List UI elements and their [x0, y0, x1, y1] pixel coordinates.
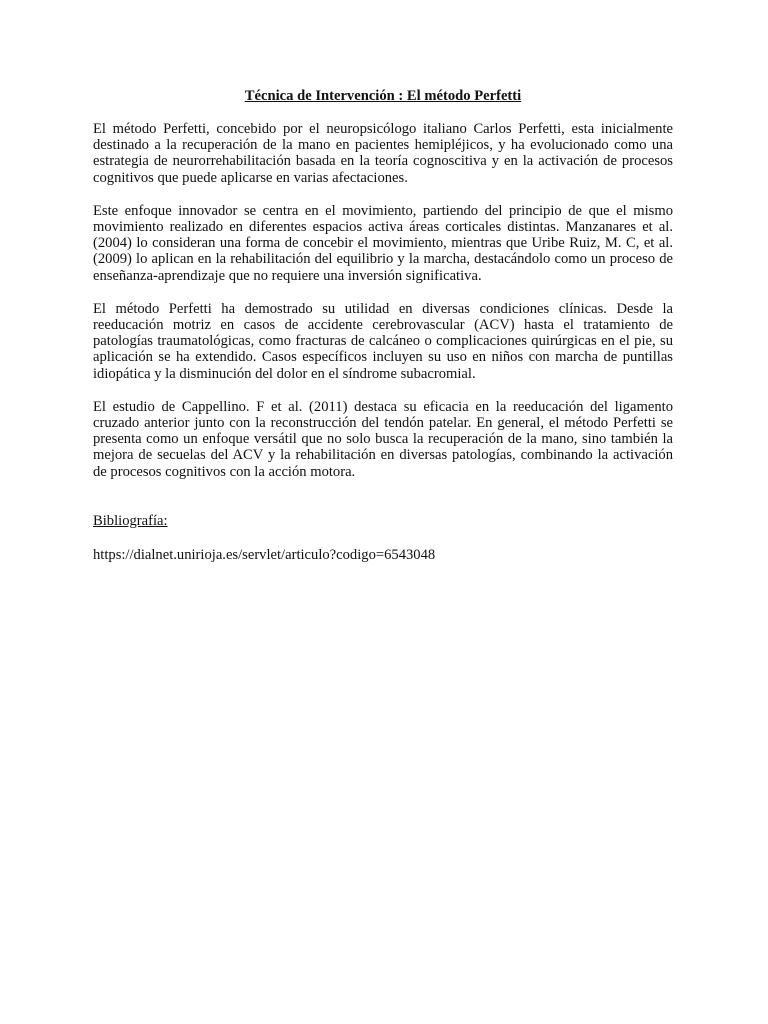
document-body [93, 88, 673, 564]
paragraph-clinical-uses: El método Perfetti ha demostrado su utilidad en diversas condiciones clínicas. Desde la reeducación motriz en casos de accidente cerebrovascular (ACV) hasta el tratamiento de patologías traumatológicas, como fracturas de calcáneo o complicaciones quirúrgicas en el pie, su aplicación se ha extendido. Casos específicos incluyen su uso en niños con marcha de puntillas idiopática y la disminución del dolor en el síndrome subacromial. [93, 300, 673, 382]
paragraph-approach: Este enfoque innovador se centra en el movimiento, partiendo del principio de que el mismo movimiento realizado en diferentes espacios activa áreas corticales distintas. Manzanares et al. (2004) lo consideran una forma de concebir el movimiento, mientras que Uribe Ruiz, M. C, et al. (2009) lo aplican en la rehabilitación del equilibrio y la marcha, destacándolo como un proceso de enseñanza-aprendizaje que no requiere una inversión significativa. [93, 202, 673, 284]
bibliography-heading: Bibliografía: [93, 512, 168, 529]
bibliography-link[interactable]: https://dialnet.unirioja.es/servlet/articulo?codigo=6543048 [93, 546, 436, 563]
document-title: Técnica de Intervención : El método Perfetti [244, 88, 522, 104]
paragraph-conclusion: El estudio de Cappellino. F et al. (2011) destaca su eficacia en la reeducación del ligamento cruzado anterior junto con la reconstrucción del tendón patelar. En general, el método Perfetti se presenta como un enfoque versátil que no solo busca la recuperación de la mano, sino también la mejora de secuelas del ACV y la rehabilitación en diversas patologías, combinando la activación de procesos cognitivos con la acción motora. [93, 398, 673, 480]
paragraph-intro: El método Perfetti, concebido por el neuropsicólogo italiano Carlos Perfetti, esta inicialmente destinado a la recuperación de la mano en pacientes hemipléjicos, y ha evolucionado como una estrategia de neurorrehabilitación basada en la teoría cognoscitiva y en la activación de procesos cognitivos que puede aplicarse en varias afectaciones. [93, 121, 673, 186]
